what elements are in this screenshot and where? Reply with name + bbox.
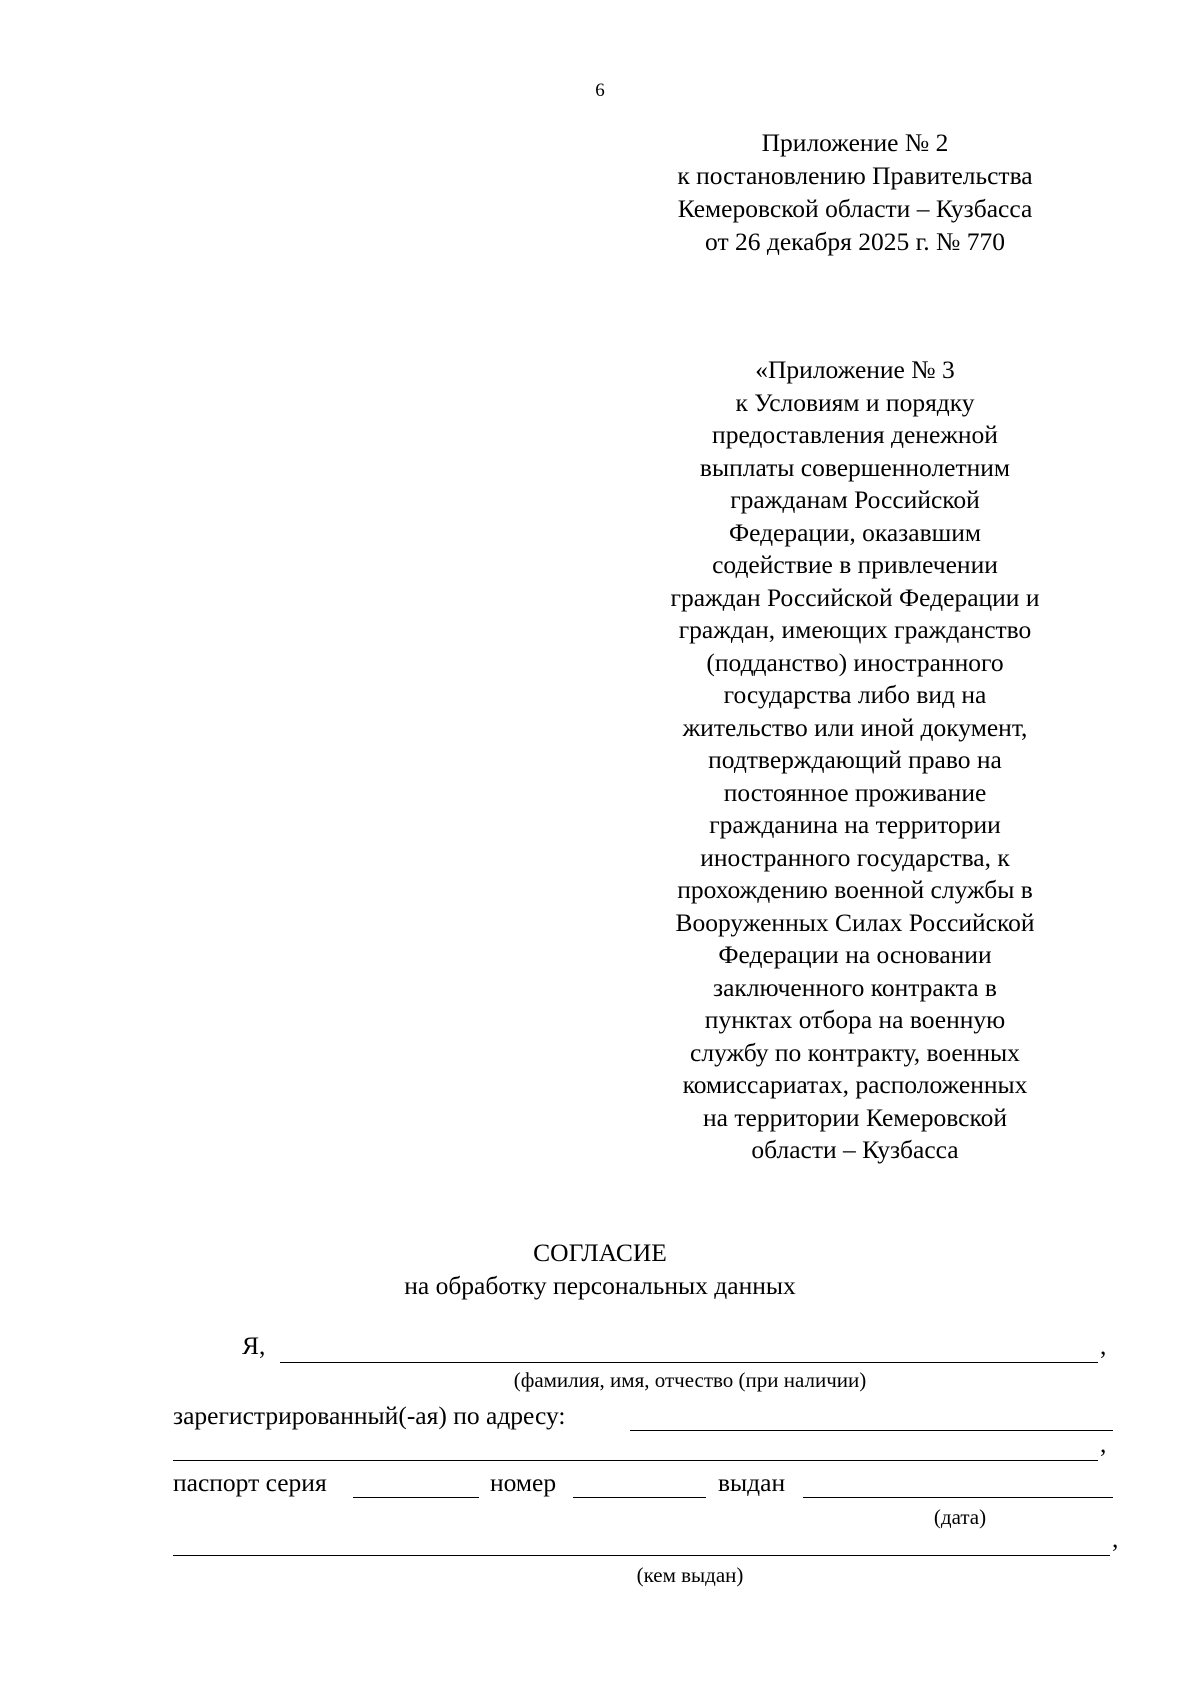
- appendix-2-line: Приложение № 2: [761, 128, 949, 157]
- consent-title: СОГЛАСИЕ: [533, 1238, 667, 1267]
- comma: ,: [1112, 1524, 1119, 1553]
- appendix-3-line: гражданам Российской: [730, 485, 980, 514]
- appendix-3-line: Федерации, оказавшим: [728, 517, 982, 547]
- appendix-3-line: государства либо вид на: [723, 680, 987, 709]
- appendix-3-line: Федерации на основании: [718, 940, 992, 969]
- appendix-2-line: Кемеровской области – Кузбасса: [677, 194, 1033, 223]
- appendix-3-line: комиссариатах, расположенных: [682, 1070, 1028, 1099]
- appendix-3-line: выплаты совершеннолетним: [699, 452, 1011, 482]
- appendix-3-line: (подданство) иностранного: [706, 647, 1004, 677]
- appendix-3-line: содействие в привлечении: [712, 550, 998, 579]
- appendix-3-line: прохождению военной службы в: [677, 875, 1033, 904]
- appendix-3-line: жительство или иной документ,: [682, 712, 1028, 742]
- address-continuation-field[interactable]: [173, 1460, 1098, 1461]
- appendix-3-line: граждан, имеющих гражданство: [678, 615, 1032, 644]
- appendix-3-line: области – Кузбасса: [751, 1135, 959, 1164]
- i-label: Я,: [242, 1331, 266, 1360]
- appendix-3-line: к Условиям и порядку: [735, 387, 975, 417]
- passport-number-label: номер: [490, 1468, 557, 1497]
- page-number: 6: [595, 80, 605, 101]
- appendix-3-line: иностранного государства, к: [700, 842, 1010, 872]
- passport-number-field[interactable]: [573, 1497, 706, 1498]
- full-name-caption: (фамилия, имя, отчество (при наличии): [513, 1368, 867, 1392]
- appendix-2-line: к постановлению Правительства: [677, 161, 1033, 190]
- appendix-3-line: Вооруженных Силах Российской: [675, 907, 1035, 937]
- appendix-3-line: постоянное проживание: [723, 777, 987, 807]
- issued-label: выдан: [718, 1468, 786, 1497]
- registered-address-label: зарегистрированный(-ая) по адресу:: [173, 1401, 566, 1430]
- issued-by-field[interactable]: [173, 1555, 1110, 1556]
- full-name-field[interactable]: [280, 1362, 1098, 1363]
- consent-subtitle: на обработку персональных данных: [404, 1271, 796, 1300]
- passport-series-field[interactable]: [353, 1497, 479, 1498]
- passport-series-label: паспорт серия: [173, 1468, 327, 1497]
- appendix-3-line: подтверждающий право на: [708, 745, 1002, 774]
- appendix-3-line: на территории Кемеровской: [703, 1102, 1007, 1132]
- issue-date-field[interactable]: [803, 1497, 1113, 1498]
- comma: ,: [1100, 1429, 1107, 1458]
- issued-by-caption: (кем выдан): [636, 1563, 744, 1587]
- appendix-2-header: [620, 126, 1090, 258]
- issue-date-caption: (дата): [933, 1505, 987, 1529]
- appendix-3-line: граждан Российской Федерации и: [670, 582, 1040, 612]
- comma: ,: [1100, 1331, 1107, 1360]
- appendix-3-header: [620, 354, 1090, 1167]
- appendix-3-line: гражданина на территории: [709, 810, 1001, 839]
- appendix-3-line: службу по контракту, военных: [690, 1037, 1020, 1067]
- address-field[interactable]: [630, 1430, 1113, 1431]
- appendix-3-line: предоставления денежной: [712, 420, 998, 449]
- appendix-3-line: пунктах отбора на военную: [704, 1005, 1006, 1034]
- appendix-3-line: «Приложение № 3: [755, 355, 955, 384]
- appendix-2-line: от 26 декабря 2025 г. № 770: [705, 227, 1005, 256]
- appendix-3-line: заключенного контракта в: [713, 972, 997, 1002]
